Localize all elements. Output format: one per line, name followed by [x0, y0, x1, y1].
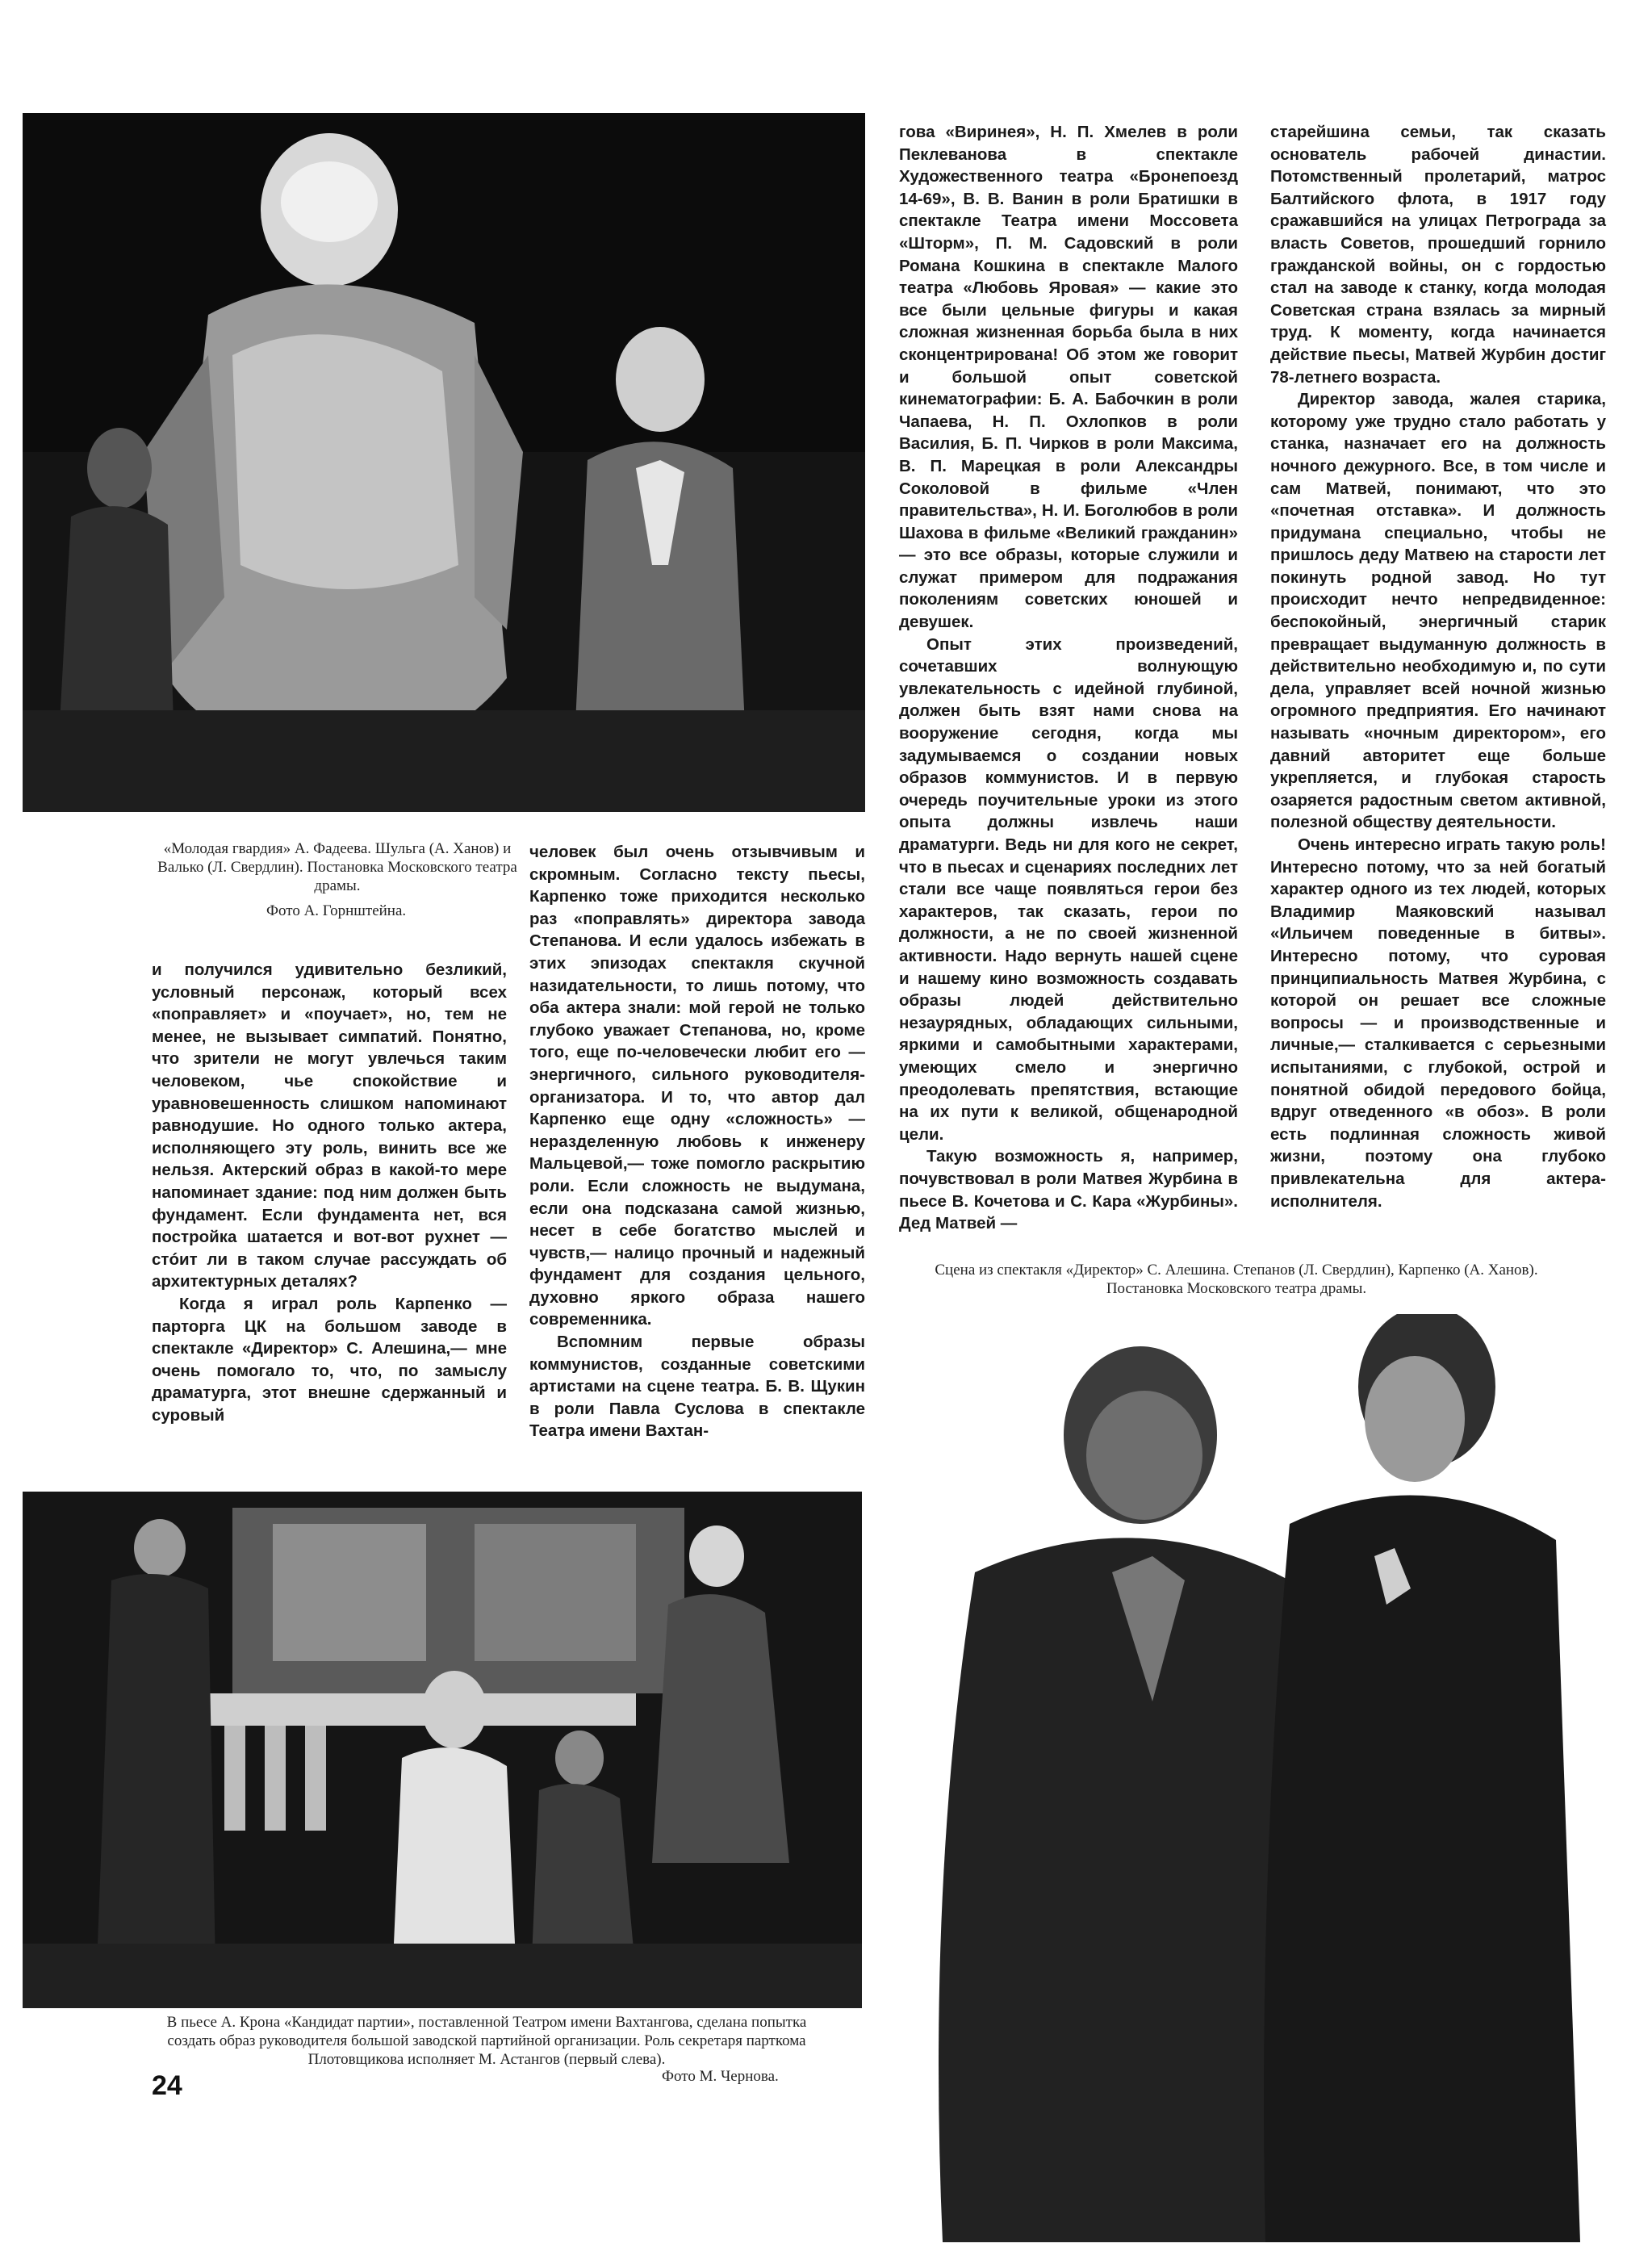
photo1-credit: Фото А. Горнштейна.	[266, 902, 407, 919]
column4-paragraph: старейшина семьи, так сказать основатель рабочей династии. Потомственный пролетарий, матрос Балтийского флота, в 1917 году сражавшийся на улицах Петрограда за власть Советов, прошедший горнило гражданской войны, он с гордостью стал на заводе к станку, когда молодая Советская страна взялась за мирный труд. К моменту, когда начинается действие пьесы, Матвей Журбин достиг 78-летнего возраста.	[1270, 123, 1606, 387]
photo3-caption: Сцена из спектакля «Директор» С. Алешина. Степанов (Л. Свердлин), Карпенко (А. Ханов). Постановка Московского театра драмы.	[935, 1262, 1538, 1297]
column1-paragraph: и получился удивительно безликий, условный персонаж, который всех «поправляет» и «поучает», но, тем не менее, не вызывает симпатий. Понятно, что зрители не могут увлечься таким человеком, чье спокойствие и уравновешенность слишком напоминают равнодушие. Но одного только актера, исполняющего эту роль, винить все же нельзя. Актерский образ в какой-то мере напоминает здание: под ним должен быть фундамент. Если фундамента нет, вся постройка шатается и вот-вот рухнет — стóит ли в таком случае рассуждать об архитектурных деталях?	[152, 960, 507, 1291]
page-number: 24	[152, 2070, 182, 2101]
column2-paragraph: Вспомним первые образы коммунистов, созданные советскими артистами на сцене театра. Б. В. Щукин в роли Павла Суслова в спектакле Театра имени Вахтан-	[529, 1333, 865, 1441]
photo2-caption: В пьесе А. Крона «Кандидат партии», поставленной Театром имени Вахтангова, сделана попытка создать образ руководителя большой заводской партийной организации. Роль секретаря парткома Плотовщикова исполняет М. Астангов (первый слева).	[166, 2014, 807, 2068]
column4-paragraph: Очень интересно играть такую роль! Интересно потому, что за ней богатый характер одного из тех людей, которых Владимир Маяковский называл «Ильичем поведенные в битвы». Интересно потому, что суровая принципиальность Матвея Журбина, с которой он решает все сложные вопросы — и производственные и личные,— сталкивается с серьезными испытаниями, с глубокой, острой и понятной обидой передового бойца, вдруг отведенного «в обоз». В роли есть подлинная сложность живой жизни, поэтому она глубоко привлекательна для актера-исполнителя.	[1270, 835, 1606, 1211]
column3-paragraph: Опыт этих произведений, сочетавших волнующую увлекательность с идейной глубиной, должен быть взят нами снова на вооружение сегодня, когда мы задумываемся о создании новых образов коммунистов. И в первую очередь поучительные уроки из этого опыта должны извлечь наши драматурги. Ведь ни для кого не секрет, что в пьесах и сценариях последних лет стали все чаще появляться герои без характеров, так сказать, герои по должности, а не по своей жизненной активности. Надо вернуть нашей сцене и нашему кино возможность создавать образы людей действительно незаурядных, обладающих сильными, яркими и самобытными характерами, умеющих смело и энергично преодолевать препятствия, встающие на их пути к великой, общенародной цели.	[899, 634, 1238, 1144]
article-column-3	[899, 121, 1238, 1235]
stage-photo-scene	[23, 1492, 862, 2008]
photo2-credit: Фото М. Чернова.	[662, 2068, 779, 2085]
article-column-1	[152, 959, 507, 1426]
photo-molodaya-gvardiya	[23, 113, 865, 812]
photo-direktor	[910, 1314, 1596, 2242]
photo1-caption: «Молодая гвардия» А. Фадеева. Шульга (А. Ханов) и Валько (Л. Свердлин). Постановка Московского театра драмы.	[157, 840, 517, 894]
column2-paragraph: человек был очень отзывчивым и скромным. Согласно тексту пьесы, Карпенко тоже приходится несколько раз «поправлять» директора завода Степанова. И если удалось избежать в этих эпизодах спектакля скучной назидательности, то лишь потому, что оба актера знали: мой герой не только глубоко уважает Степанова, но, кроме того, еще по-человечески любит его — энергичного, сильного руководителя-организатора. И то, что автор дал Карпенко еще одну «сложность» — неразделенную любовь к инженеру Мальцевой,— тоже помогло раскрытию роли. Если сложность не выдумана, если она подсказана самой жизнью, несет в себе богатство мыслей и чувств,— налицо прочный и надежный фундамент для создания цельного, духовно яркого образа нашего современника.	[529, 843, 865, 1329]
column1-paragraph: Когда я играл роль Карпенко — парторга ЦК на большом заводе в спектакле «Директор» С. Алешина,— мне очень помогало то, что, по замыслу драматурга, этот внешне сдержанный и суровый	[152, 1294, 507, 1425]
photo-kandidat-partii	[23, 1492, 862, 2008]
column3-paragraph: гова «Виринея», Н. П. Хмелев в роли Пеклеванова в спектакле Художественного театра «Бронепоезд 14-69», В. В. Ванин в роли Братишки в спектакле Театра имени Моссовета «Шторм», П. М. Садовский в роли Романа Кошкина в спектакле Малого театра «Любовь Яровая» — какие это все были цельные фигуры и какая сложная жизненная борьба была в них сконцентрирована! Об этом же говорит и большой опыт советской кинематографии: Б. А. Бабочкин в роли Чапаева, Н. П. Охлопков в роли Василия, Б. П. Чирков в роли Максима, В. П. Марецкая в роли Александры Соколовой в фильме «Член правительства», Н. И. Боголюбов в роли Шахова в фильме «Великий гражданин» — это все образы, которые служили и служат примером для подражания поколениям советских юношей и девушек.	[899, 123, 1238, 632]
column4-paragraph: Директор завода, жалея старика, которому уже трудно стало работать у станка, назначает его на должность ночного дежурного. Все, в том числе и сам Матвей, понимают, что это «почетная отставка». И должность придумана специально, чтобы не пришлось деду Матвею на старости лет покинуть родной завод. Но тут происходит нечто непредвиденное: беспокойный, энергичный старик превращает выдуманную должность в действительно необходимую и, по сути дела, управляет всей ночной жизнью огромного предприятия. Его начинают называть «ночным директором», его давний авторитет еще больше укрепляется, и глубокая старость озаряется радостным светом активной, полезной обществу деятельности.	[1270, 390, 1606, 832]
article-column-2	[529, 841, 865, 1442]
stage-photo-figures	[910, 1314, 1596, 2242]
article-column-4	[1270, 121, 1606, 1212]
column3-paragraph: Такую возможность я, например, почувствовал в роли Матвея Журбина в пьесе В. Кочетова и С. Кара «Журбины». Дед Матвей —	[899, 1147, 1238, 1233]
stage-photo-scene	[23, 113, 865, 812]
